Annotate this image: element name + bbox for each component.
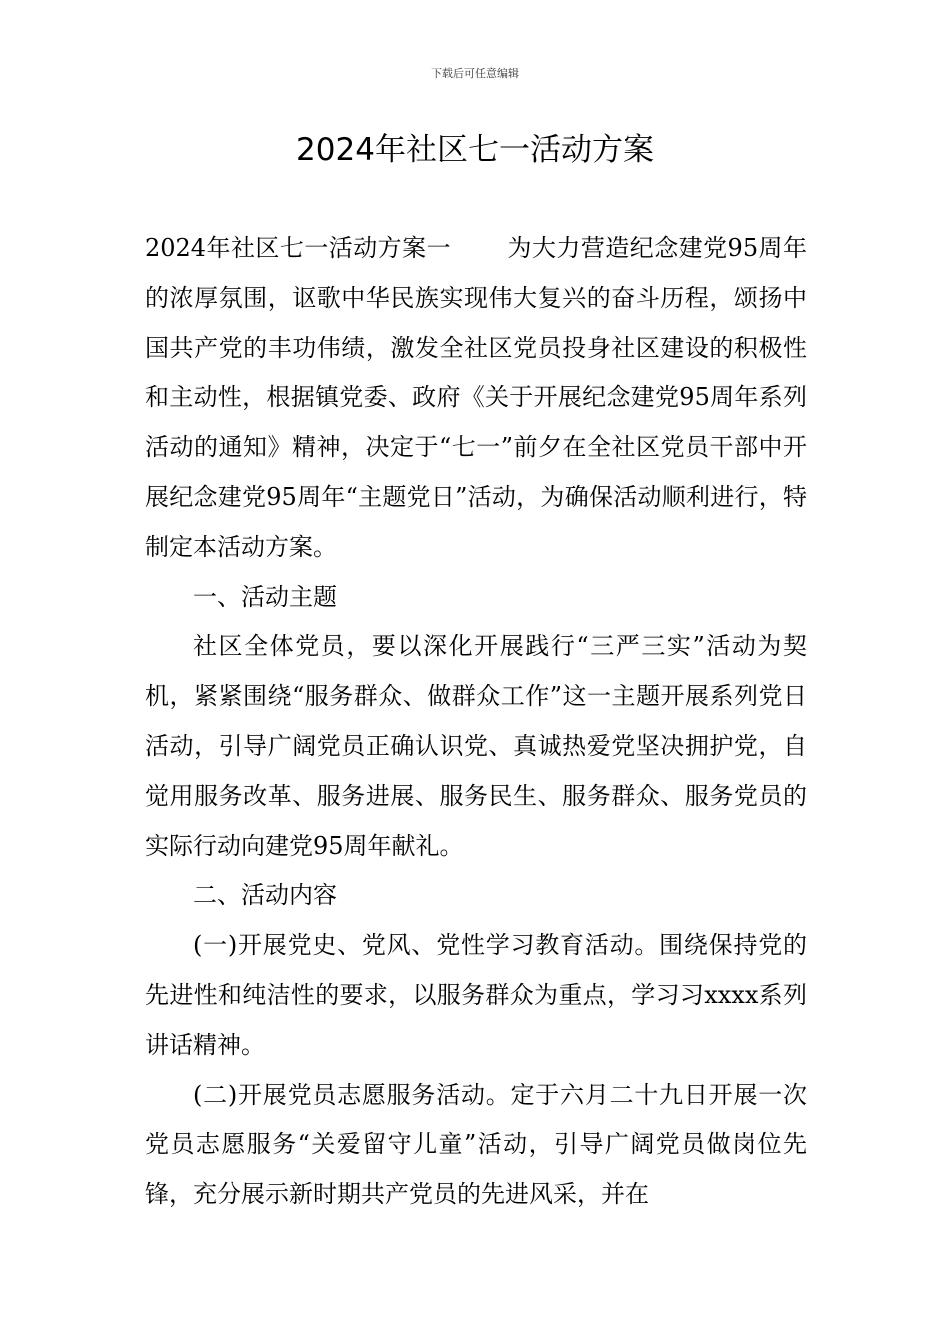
intro-text: 为大力营造纪念建党95周年的浓厚氛围，讴歌中华民族实现伟大复兴的奋斗历程，颂扬中国共产党的丰功伟绩，激发全社区党员投身社区建设的积极性和主动性，根据镇党委、政府《关于开展纪念建党95周年系列活动的通知》精神，决定于“七一”前夕在全社区党员干部中开展纪念建党95周年“主题党日”活动，为确保活动顺利进行，特制定本活动方案。 — [145, 234, 807, 561]
intro-paragraph — [145, 224, 807, 573]
header-note: 下载后可任意编辑 — [431, 67, 519, 80]
item2-paragraph: (二)开展党员志愿服务活动。定于六月二十九日开展一次党员志愿服务“关爱留守儿童”活动，引导广阔党员做岗位先锋，充分展示新时期共产党员的先进风采，并在 — [145, 1080, 807, 1209]
intro-label: 2024年社区七一活动方案一 — [145, 234, 452, 262]
document-body — [145, 224, 807, 1220]
document-title: 2024年社区七一活动方案 — [296, 132, 654, 168]
section1-heading: 一、活动主题 — [193, 582, 337, 611]
item1-paragraph: (一)开展党史、党风、党性学习教育活动。围绕保持党的先进性和纯洁性的要求，以服务群众为重点，学习习xxxx系列讲话精神。 — [145, 931, 807, 1059]
section2-heading: 二、活动内容 — [193, 881, 337, 910]
section1-paragraph: 社区全体党员，要以深化开展践行“三严三实”活动为契机，紧紧围绕“服务群众、做群众工作”这一主题开展系列党日活动，引导广阔党员正确认识党、真诚热爱党坚决拥护党，自觉用服务改革、服务进展、服务民生、服务群众、服务党员的实际行动向建党95周年献礼。 — [145, 632, 807, 860]
